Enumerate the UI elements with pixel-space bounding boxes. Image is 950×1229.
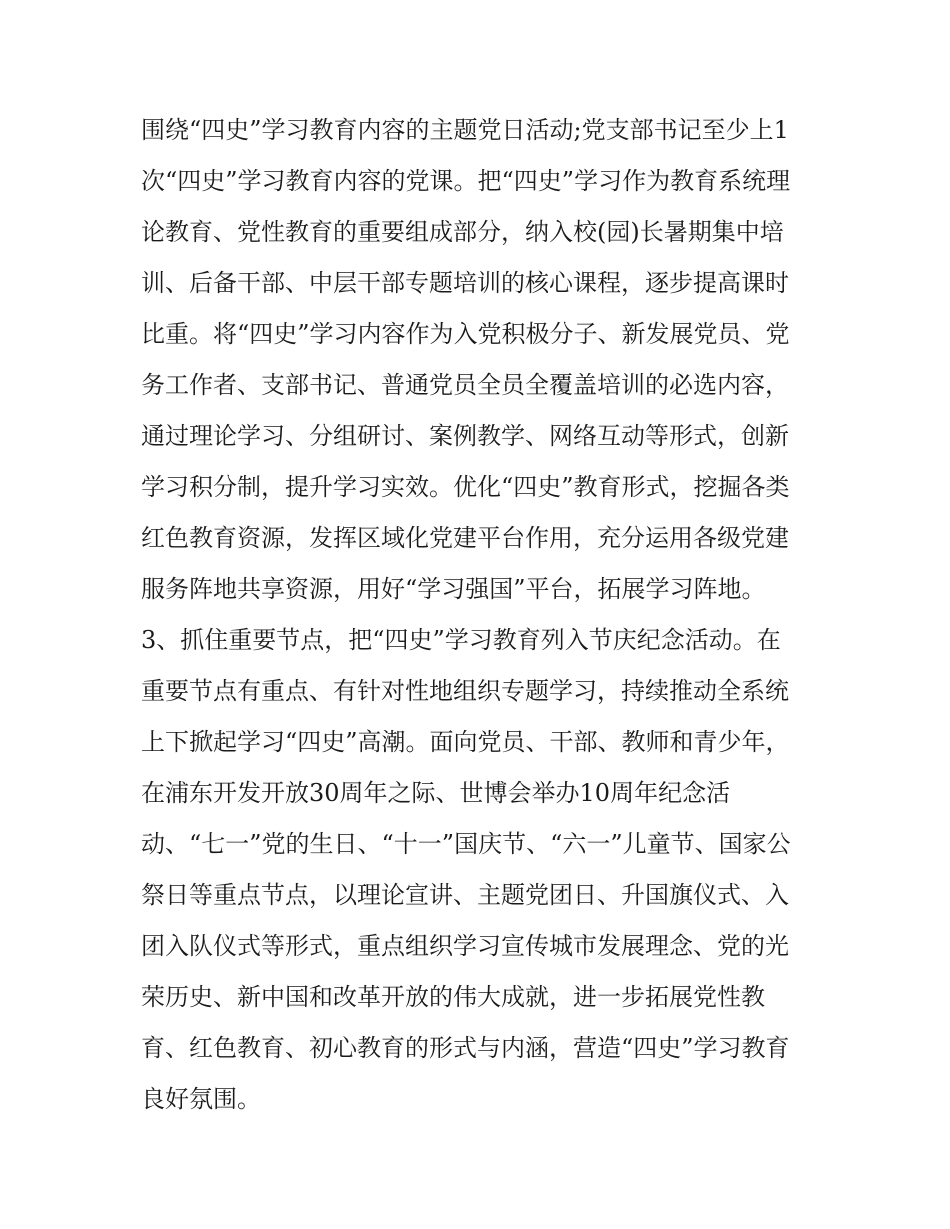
text-line: 祭日等重点节点，以理论宣讲、主题党团日、升国旗仪式、入 [141,881,789,909]
text-line: 荣历史、新中国和改革开放的伟大成就，进一步拓展党性教 [141,983,765,1011]
text-line: 上下掀起学习“四史”高潮。面向党员、干部、教师和青少年， [141,728,790,756]
text-line: 育、红色教育、初心教育的形式与内涵，营造“四史”学习教育 [141,1034,790,1062]
text-line: 良好氛围。 [141,1085,261,1113]
text-line: 论教育、党性教育的重要组成部分，纳入校(园)长暑期集中培 [141,218,784,246]
body-text [141,105,821,1125]
text-line: 通过理论学习、分组研讨、案例教学、网络互动等形式，创新 [141,422,789,450]
text-line: 服务阵地共享资源，用好“学习强国”平台，拓展学习阵地。 [141,575,766,603]
text-line: 团入队仪式等形式，重点组织学习宣传城市发展理念、党的光 [141,932,789,960]
text-line: 红色教育资源，发挥区域化党建平台作用，充分运用各级党建 [141,524,789,552]
text-line: 次“四史”学习教育内容的党课。把“四史”学习作为教育系统理 [141,167,791,195]
text-line: 围绕“四史”学习教育内容的主题党日活动;党支部书记至少上1 [141,116,789,144]
text-line: 在浦东开发开放30周年之际、世博会举办10周年纪念活 [141,779,731,807]
text-line: 学习积分制，提升学习实效。优化“四史”教育形式，挖掘各类 [141,473,790,501]
text-line: 动、“七一”党的生日、“十一”国庆节、“六一”儿童节、国家公 [141,830,791,858]
text-line: 3、抓住重要节点，把“四史”学习教育列入节庆纪念活动。在 [141,626,781,654]
text-line: 训、后备干部、中层干部专题培训的核心课程，逐步提高课时 [141,269,789,297]
text-line: 务工作者、支部书记、普通党员全员全覆盖培训的必选内容， [141,371,789,399]
text-line: 比重。将“四史”学习内容作为入党积极分子、新发展党员、党 [141,320,790,348]
text-line: 重要节点有重点、有针对性地组织专题学习，持续推动全系统 [141,677,789,705]
